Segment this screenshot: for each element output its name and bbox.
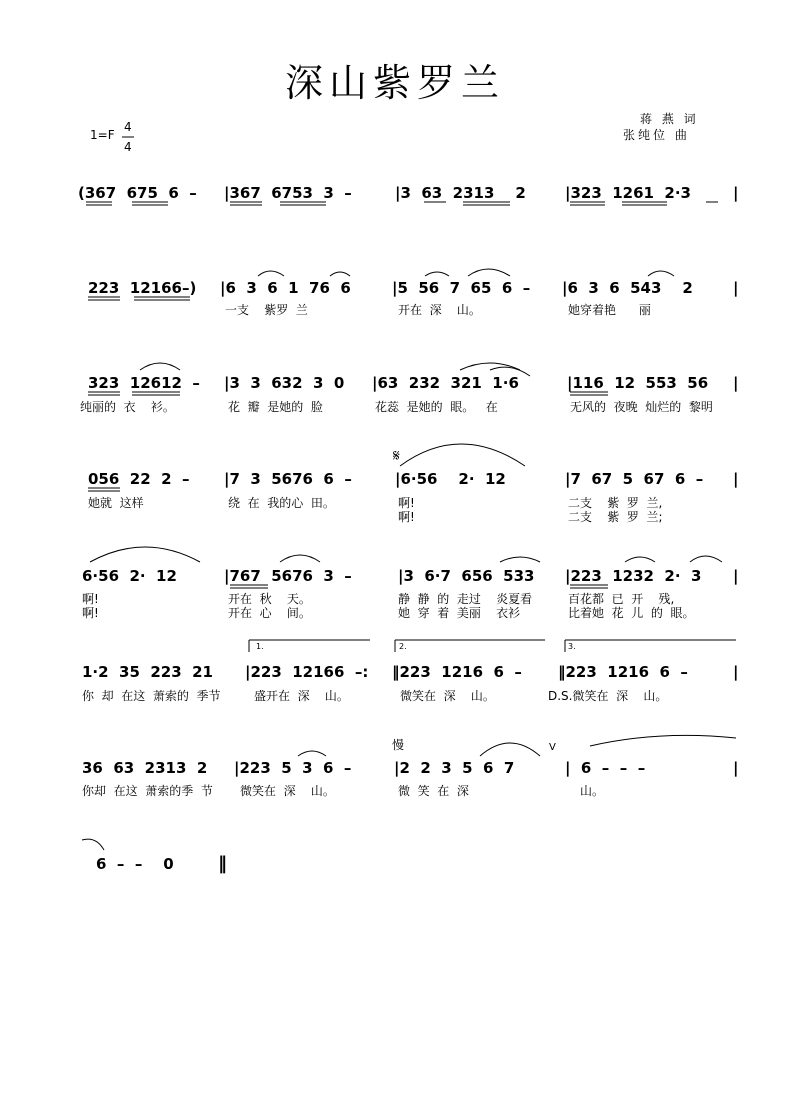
- measure: 1·2 35 223 21: [82, 663, 213, 681]
- measure: |3 6·7 656 533: [398, 567, 535, 585]
- measure: (367 675 6 –: [78, 184, 197, 202]
- lyric-verse2: 二支 紫 罗 兰;: [568, 510, 663, 524]
- measure: 223 12166–): [88, 279, 197, 297]
- volta-1: 1.: [256, 642, 264, 651]
- lyric: 开在 深 山。: [398, 303, 481, 317]
- lyric: 你却 在这 萧索的季 节: [82, 784, 213, 798]
- song-title: 深山紫罗兰: [284, 61, 505, 105]
- lyric: 静 静 的 走过 炎夏看: [398, 592, 533, 606]
- barline: |: [733, 279, 739, 297]
- measure: |2 2 3 5 6 7: [394, 759, 515, 777]
- time-signature-top: 4: [124, 120, 132, 134]
- lyric-verse2: 啊!: [398, 510, 415, 524]
- lyric-verse2: 比着她 花 儿 的 眼。: [568, 606, 695, 620]
- measure: 36 63 2313 2: [82, 759, 208, 777]
- segno-sign: 𝄋: [393, 446, 400, 465]
- lyric: 你 却 在这 萧索的 季节: [82, 689, 221, 703]
- measure: 6 – – 0: [96, 855, 174, 873]
- lyric: 微笑在 深 山。: [400, 689, 495, 703]
- lyric: 她穿着艳 丽: [568, 303, 651, 317]
- lyric: 百花都 已 开 残,: [568, 592, 675, 606]
- measure: |223 12166 –:: [245, 663, 369, 681]
- composer-credit: 张纯位 曲: [623, 128, 690, 142]
- measure: |7 3 5676 6 –: [224, 470, 352, 488]
- lyric: 啊!: [82, 592, 99, 606]
- lyric: 二支 紫 罗 兰,: [568, 496, 663, 510]
- measure: 056 22 2 –: [88, 470, 190, 488]
- barline: |: [733, 374, 739, 392]
- measure: |3 3 632 3 0: [224, 374, 345, 392]
- breath-mark: V: [549, 742, 556, 753]
- barline: |: [733, 470, 739, 488]
- lyric: D.S.微笑在 深 山。: [548, 689, 668, 703]
- measure: | 6 – – –: [565, 759, 646, 777]
- measure: |7 67 5 67 6 –: [565, 470, 704, 488]
- lyric: 花蕊 是她的 眼。 在: [375, 400, 498, 414]
- lyric: 纯丽的 衣 衫。: [80, 400, 175, 414]
- measure: |323 1261 2·3: [565, 184, 691, 202]
- lyric-verse2: 开在 心 间。: [228, 606, 311, 620]
- measure: 323 12612 –: [88, 374, 200, 392]
- measure: |367 6753 3 –: [224, 184, 352, 202]
- lyric: 她就 这样: [88, 496, 144, 510]
- measure: |223 1232 2· 3: [565, 567, 702, 585]
- key-signature: 1=F: [90, 128, 115, 142]
- measure: |63 232 321 1·6: [372, 374, 519, 392]
- volta-3: 3.: [568, 642, 576, 651]
- lyric: 山。: [580, 784, 605, 798]
- lyricist-credit: 蒋 燕 词: [640, 112, 699, 126]
- measure: |223 5 3 6 –: [234, 759, 352, 777]
- measure: |6 3 6 543 2: [562, 279, 693, 297]
- lyric: 微笑在 深 山。: [240, 784, 335, 798]
- measure: |6·56 2· 12: [395, 470, 506, 488]
- measure: |6 3 6 1 76 6: [220, 279, 351, 297]
- tempo-mark: 慢: [392, 738, 405, 752]
- barline: |: [733, 663, 739, 681]
- lyric: 一支 紫罗 兰: [225, 303, 308, 317]
- final-barline: ‖: [218, 853, 227, 874]
- measure: |116 12 553 56: [567, 374, 709, 392]
- time-signature-bottom: 4: [124, 140, 132, 154]
- lyric: 无风的 夜晚 灿烂的 黎明: [570, 400, 713, 414]
- volta-2: 2.: [399, 642, 407, 651]
- lyric: 啊!: [398, 496, 415, 510]
- barline: |: [733, 567, 739, 585]
- lyric: 盛开在 深 山。: [254, 689, 349, 703]
- lyric: 绕 在 我的心 田。: [228, 496, 335, 510]
- measure: |3 63 2313 2: [395, 184, 526, 202]
- measure: 6·56 2· 12: [82, 567, 177, 585]
- measure: |767 5676 3 –: [224, 567, 352, 585]
- barline: |: [733, 184, 739, 202]
- lyric: 微 笑 在 深: [398, 784, 469, 798]
- lyric-verse2: 她 穿 着 美丽 衣衫: [398, 606, 521, 620]
- measure: ‖223 1216 6 –: [558, 663, 688, 681]
- lyric-verse2: 啊!: [82, 606, 99, 620]
- measure: ‖223 1216 6 –: [392, 663, 522, 681]
- measure: |5 56 7 65 6 –: [392, 279, 531, 297]
- lyric: 开在 秋 天。: [228, 592, 311, 606]
- lyric: 花 瓣 是她的 脸: [228, 400, 323, 414]
- barline: |: [733, 759, 739, 777]
